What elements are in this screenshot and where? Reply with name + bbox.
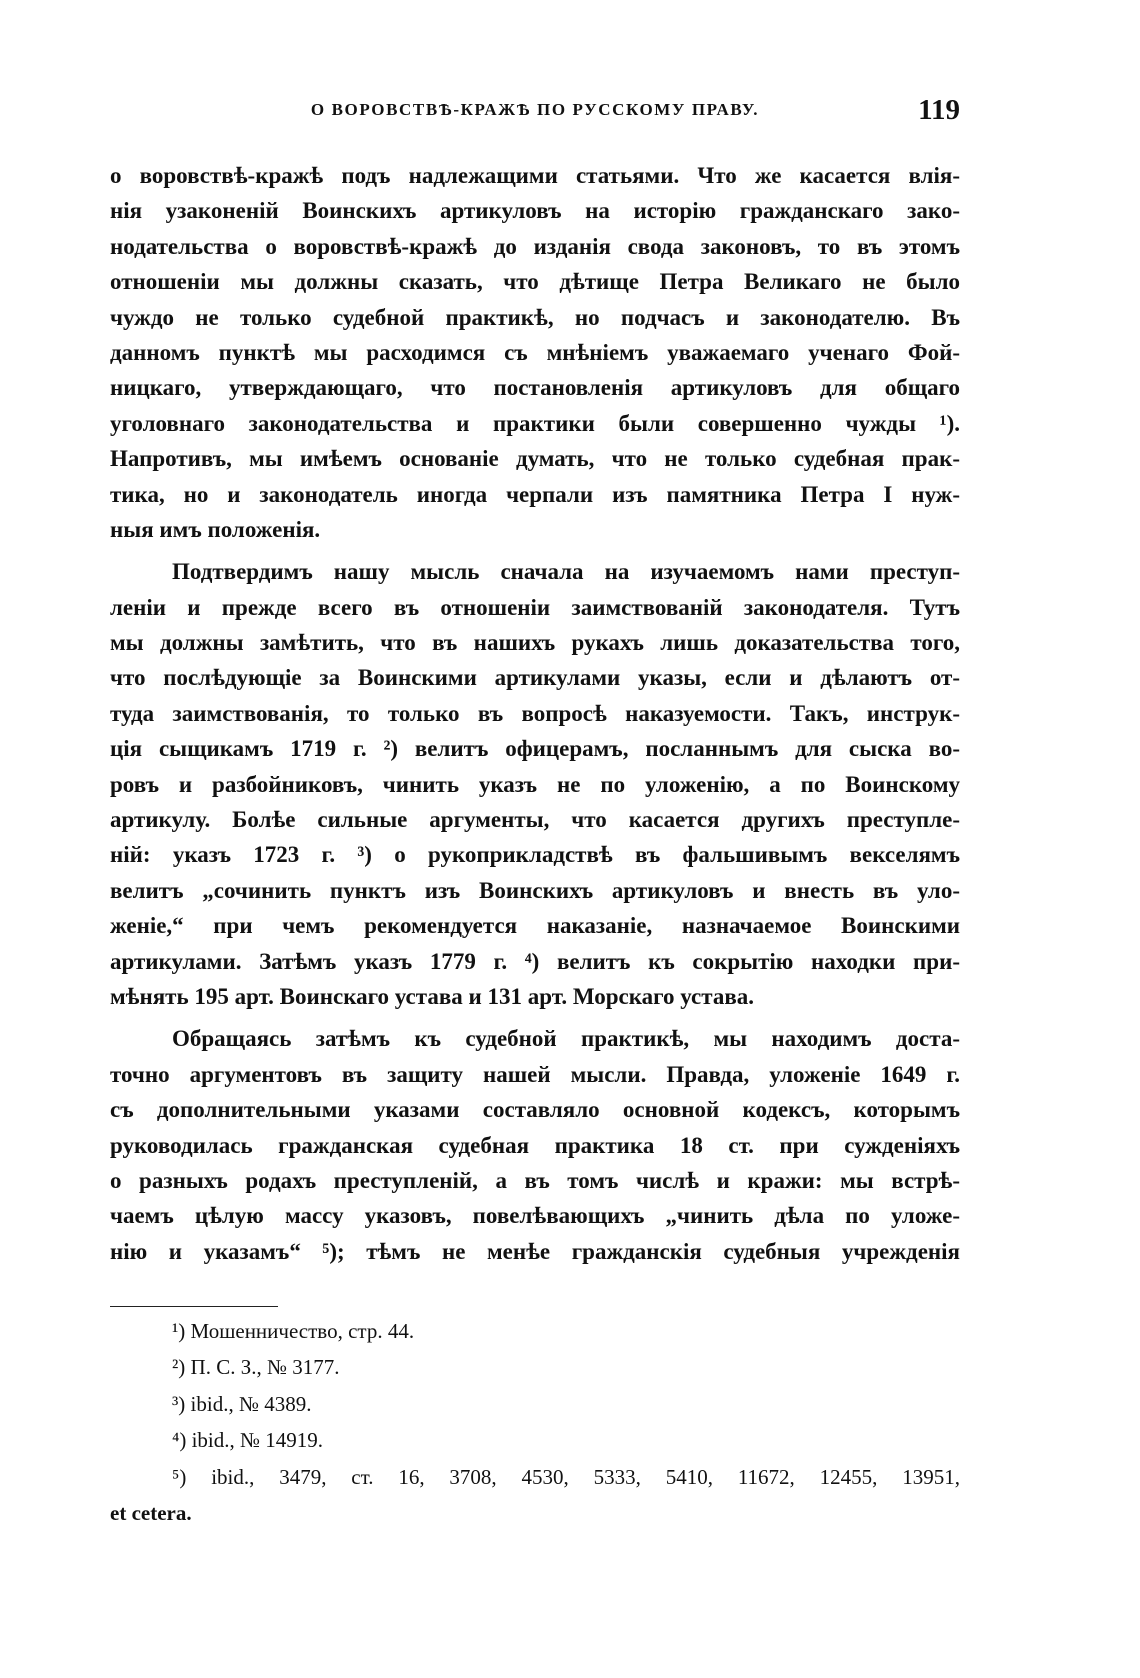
text-line: о воровствѣ-кражѣ подъ надлежащими статьями. Что же касается влія- [110, 163, 960, 188]
text-line: ній: указъ 1723 г. ³) о рукоприкладствѣ въ фальшивымъ векселямъ [110, 842, 960, 868]
text-line: туда заимствованія, то только въ вопросѣ наказуемости. Такъ, инструк- [110, 700, 960, 726]
text-line: велитъ „сочинить пунктъ изъ Воинскихъ артикуловъ и внесть въ уло- [110, 877, 960, 903]
text-line: нодательства о воровствѣ-кражѣ до изданія свода законовъ, то въ этомъ [110, 233, 960, 259]
text-line: ровъ и разбойниковъ, чинить указъ не по уложенію, а по Воинскому [110, 771, 960, 797]
footnote-mark: ³) [172, 1391, 186, 1416]
text-line: Подтвердимъ нашу мысль сначала на изучаемомъ нами преступ- [172, 559, 960, 585]
text-line: чаемъ цѣлую массу указовъ, повелѣвающихъ „чинить дѣла по уложе- [110, 1203, 960, 1229]
footnote-text: Мошенничество, стр. 44. [190, 1319, 415, 1343]
text-line: чуждо не только судебной практикѣ, но подчасъ и законодателю. Въ [110, 304, 960, 330]
footnote-3 [110, 1386, 960, 1422]
text-line: нію и указамъ“ ⁵); тѣмъ не менѣе гражданскія судебныя учрежденія [110, 1238, 960, 1264]
text-line: съ дополнительными указами составляло основной кодексъ, которымъ [110, 1097, 960, 1123]
footnote-mark: ¹) [172, 1319, 186, 1343]
running-head [110, 94, 960, 136]
footnotes [110, 1313, 960, 1531]
text-line: артикулами. Затѣмъ указъ 1779 г. ⁴) велитъ къ сокрытію находки при- [110, 948, 960, 974]
paragraph-gap [110, 1014, 960, 1021]
text-line: о разныхъ родахъ преступленій, а въ томъ числѣ и кражи: мы встрѣ- [110, 1167, 960, 1193]
footnote-mark: ⁴) [172, 1428, 187, 1453]
text-line: Обращаясь затѣмъ къ судебной практикѣ, мы находимъ доста- [172, 1026, 960, 1052]
footnote-5-continuation [110, 1495, 960, 1531]
page-number: 119 [918, 94, 960, 126]
footnote-text: ibid., № 14919. [191, 1428, 324, 1453]
body-text [110, 158, 960, 1269]
footnote-4 [110, 1422, 960, 1458]
text-line: отношеніи мы должны сказать, что дѣтище Петра Великаго не было [110, 269, 960, 295]
footnote-text: ibid., № 4389. [190, 1391, 312, 1416]
text-line: ція сыщикамъ 1719 г. ²) велитъ офицерамъ, посланнымъ для сыска во- [110, 736, 960, 762]
text-line: мѣнять 195 арт. Воинскаго устава и 131 арт. Морскаго устава. [110, 983, 754, 1009]
footnote-text: et cetera. [110, 1500, 192, 1525]
text-line: данномъ пунктѣ мы расходимся съ мнѣніемъ уважаемаго ученаго Фой- [110, 339, 960, 365]
text-line: руководилась гражданская судебная практика 18 ст. при сужденіяхъ [110, 1132, 960, 1158]
footnote-1 [110, 1313, 960, 1349]
text-line: Напротивъ, мы имѣемъ основаніе думать, что не только судебная прак- [110, 446, 960, 472]
text-line: точно аргументовъ въ защиту нашей мысли. Правда, уложеніе 1649 г. [110, 1061, 960, 1087]
text-line: женіе,“ при чемъ рекомендуется наказаніе, назначаемое Воинскими [110, 913, 960, 939]
text-line: артикулу. Болѣе сильные аргументы, что касается другихъ преступле- [110, 807, 960, 833]
footnote-text: П. С. З., № 3177. [190, 1355, 340, 1380]
text-line: нія узаконеній Воинскихъ артикуловъ на исторію гражданскаго зако- [110, 198, 960, 224]
footnote-mark: ⁵) [172, 1464, 187, 1489]
footnote-5 [110, 1459, 960, 1495]
text-line: ницкаго, утверждающаго, что постановленія артикуловъ для общаго [110, 375, 960, 401]
footnote-2 [110, 1349, 960, 1385]
text-line: леніи и прежде всего въ отношеніи заимствованій законодателя. Тутъ [110, 594, 960, 620]
footnote-rule [110, 1306, 278, 1307]
text-line: тика, но и законодатель иногда черпали изъ памятника Петра I нуж- [110, 481, 960, 507]
text-line: уголовнаго законодательства и практики были совершенно чужды ¹). [110, 410, 960, 436]
paragraph-gap [110, 547, 960, 554]
running-title: О ВОРОВСТВѢ-КРАЖѢ ПО РУССКОМУ ПРАВУ. [310, 100, 760, 119]
text-line: ныя имъ положенія. [110, 516, 321, 542]
footnote-mark: ²) [172, 1355, 186, 1380]
text-line: что послѣдующіе за Воинскими артикулами указы, если и дѣлаютъ от- [110, 665, 960, 691]
footnote-text: ibid., 3479, ст. 16, 3708, 4530, 5333, 5410, 11672, 12455, 13951, [211, 1464, 961, 1489]
text-line: мы должны замѣтить, что въ нашихъ рукахъ лишь доказательства того, [110, 630, 960, 656]
